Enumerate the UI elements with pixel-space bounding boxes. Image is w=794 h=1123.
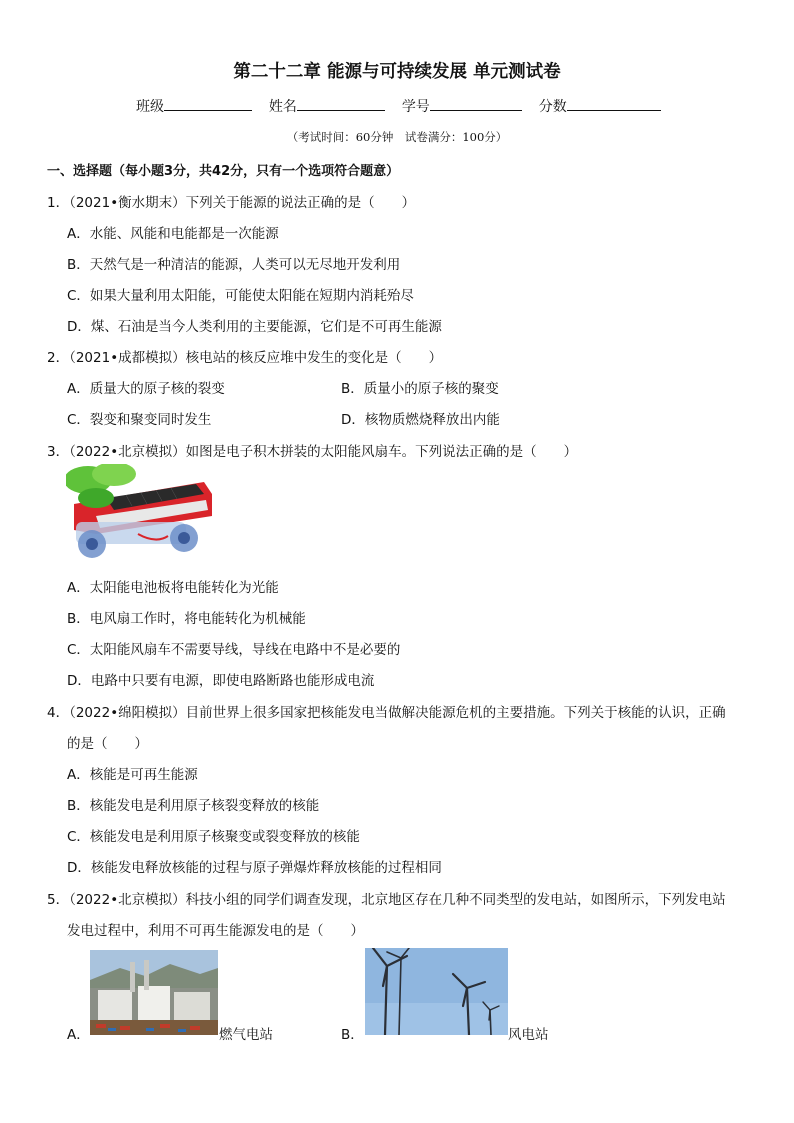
question-2-stem: 2．（2021•成都模拟）核电站的核反应堆中发生的变化是（ ）	[47, 350, 443, 366]
exam-meta: （考试时间：60分钟 试卷满分：100分）	[286, 130, 508, 144]
question-2-option-d[interactable]: D．核物质燃烧释放出内能	[341, 412, 500, 428]
section-title: 一、选择题（每小题3分，共42分，只有一个选项符合题意）	[47, 164, 400, 179]
question-5-option-a-letter[interactable]: A．	[67, 1027, 90, 1043]
question-5-option-b-letter[interactable]: B．	[341, 1027, 364, 1043]
question-4-option-d[interactable]: D．核能发电释放核能的过程与原子弹爆炸释放核能的过程相同	[67, 860, 442, 876]
class-blank[interactable]	[164, 96, 252, 111]
id-label: 学号	[401, 99, 430, 115]
name-blank[interactable]	[297, 96, 385, 111]
name-label: 姓名	[268, 99, 297, 115]
question-5-option-a-text[interactable]: 燃气电站	[219, 1027, 273, 1043]
question-1-option-d[interactable]: D．煤、石油是当今人类利用的主要能源，它们是不可再生能源	[67, 319, 442, 335]
gas-power-station-image	[90, 950, 218, 1035]
id-blank[interactable]	[430, 96, 522, 111]
question-3-stem: 3．（2022•北京模拟）如图是电子积木拼装的太阳能风扇车。下列说法正确的是（ ）	[47, 444, 578, 460]
question-1-option-c[interactable]: C．如果大量利用太阳能，可能使太阳能在短期内消耗殆尽	[67, 288, 414, 304]
wind-power-station-image	[365, 948, 508, 1035]
question-5-stem-line1: 5．（2022•北京模拟）科技小组的同学们调查发现，北京地区存在几种不同类型的发电站，如图所示，下列发电站	[47, 892, 726, 908]
student-info-line	[136, 96, 661, 116]
score-label: 分数	[538, 99, 567, 115]
question-4-option-b[interactable]: B．核能发电是利用原子核裂变释放的核能	[67, 798, 320, 814]
question-3-option-a[interactable]: A．太阳能电池板将电能转化为光能	[67, 580, 279, 596]
question-5-stem-line2: 发电过程中，利用不可再生能源发电的是（ ）	[67, 923, 364, 939]
question-3-option-d[interactable]: D．电路中只要有电源，即使电路断路也能形成电流	[67, 673, 375, 689]
question-2-option-c[interactable]: C．裂变和聚变同时发生	[67, 412, 212, 428]
score-blank[interactable]	[567, 96, 661, 111]
question-4-option-a[interactable]: A．核能是可再生能源	[67, 767, 198, 783]
question-3-option-c[interactable]: C．太阳能风扇车不需要导线，导线在电路中不是必要的	[67, 642, 401, 658]
solar-fan-car-image	[66, 464, 213, 566]
question-2-option-b[interactable]: B．质量小的原子核的聚变	[341, 381, 499, 397]
question-3-option-b[interactable]: B．电风扇工作时，将电能转化为机械能	[67, 611, 306, 627]
question-4-stem-line1: 4．（2022•绵阳模拟）目前世界上很多国家把核能发电当做解决能源危机的主要措施。下列关于核能的认识，正确	[47, 705, 726, 721]
question-1-option-b[interactable]: B．天然气是一种清洁的能源，人类可以无尽地开发利用	[67, 257, 401, 273]
question-4-option-c[interactable]: C．核能发电是利用原子核聚变或裂变释放的核能	[67, 829, 360, 845]
question-1-stem: 1．（2021•衡水期末）下列关于能源的说法正确的是（ ）	[47, 195, 416, 211]
page-title: 第二十二章 能源与可持续发展 单元测试卷	[233, 62, 561, 82]
class-label: 班级	[136, 99, 164, 115]
question-2-option-a[interactable]: A．质量大的原子核的裂变	[67, 381, 225, 397]
question-1-option-a[interactable]: A．水能、风能和电能都是一次能源	[67, 226, 279, 242]
question-4-stem-line2: 的是（ ）	[67, 736, 148, 752]
question-5-option-b-text[interactable]: 风电站	[508, 1027, 549, 1043]
